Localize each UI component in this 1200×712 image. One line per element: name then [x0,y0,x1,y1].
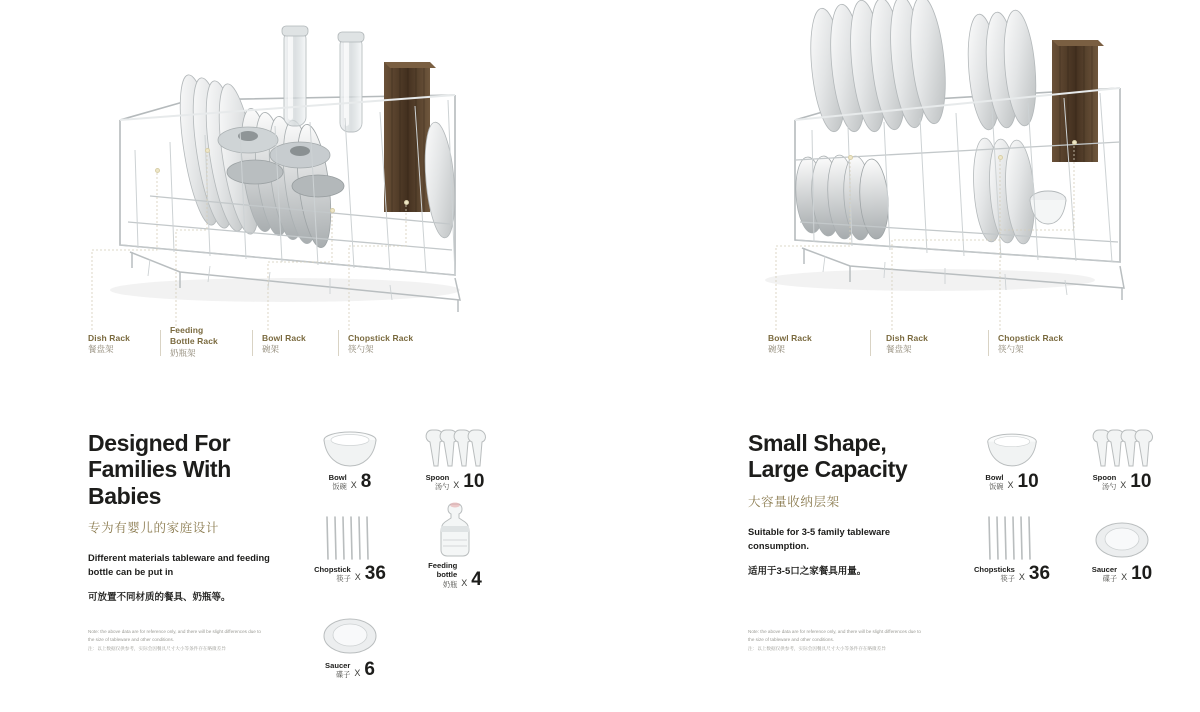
chopstick-icon [952,510,1072,562]
bowl-icon [290,418,410,470]
spec-spoon-qty: 10 [1130,471,1152,493]
spec-saucer-qty: 6 [364,659,375,681]
spec-saucer [290,606,410,679]
callout-label-en-line1: Feeding [170,325,204,335]
spec-multiplier: X [1018,572,1025,583]
callout-label-en: Dish Rack [88,333,131,343]
spec-label-cn: 汤勺 [1101,482,1117,492]
callout-label-cn: 奶瓶架 [170,347,196,358]
right-note [748,628,923,653]
spec-label-en-line2: bottle [436,570,458,580]
spec-spoon-row [395,473,515,491]
callout-label-en: Dish Rack [886,333,929,343]
callout-label-cn: 碗架 [262,344,280,355]
left-callouts [0,325,600,390]
spec-label-en: Chopstick [314,565,351,574]
spec-chopstick-qty: 36 [364,563,386,585]
spec-multiplier: X [1007,480,1014,491]
callout-bowl-rack [262,333,306,356]
spec-spoon-label [1093,473,1117,491]
left-note-cn: 注：以上数据仅供参考，实际会因餐具尺寸大小等条件存在略微差异 [88,646,226,652]
right-headline [748,430,963,483]
spec-bowl-row [290,473,410,491]
callout-label-cn: 餐盘架 [886,344,912,355]
spec-saucer-row [1062,565,1182,583]
spec-saucer-qty: 10 [1131,563,1153,585]
spec-label-cn: 饭碗 [332,482,347,492]
saucer-icon [290,606,410,658]
spec-label-en: Spoon [425,473,450,482]
callout-label-en: Bowl Rack [768,333,812,343]
callout-dish-rack [886,333,928,356]
spec-feeding-bottle-label [428,561,457,589]
left-note-en: Note: the above data are for reference only, and there will be slight differences due to the size of tableware and other conditions. [88,629,261,642]
spec-chopstick [952,510,1072,583]
left-body-en: Different materials tableware and feeding bottle can be put in [88,553,270,578]
left-note [88,628,263,653]
spec-multiplier: X [350,480,357,491]
callout-dish-rack [88,333,130,356]
spec-label-cn: 碟子 [335,670,351,680]
right-callout-leaders [600,0,1200,330]
callout-chopstick-rack [998,333,1063,356]
left-headline [88,430,298,509]
callout-label-cn: 餐盘架 [88,344,114,355]
right-note-cn: 注：以上数据仅供参考，实际会因餐具尺寸大小等条件存在略微差异 [748,646,886,652]
callout-label-en: Bowl Rack [262,333,306,343]
spoon-icon [395,418,515,470]
spec-spoon-label [426,473,450,491]
callout-label-en: Chopstick Rack [348,333,414,343]
spec-bowl [952,418,1072,491]
spec-label-en: Chopsticks [973,565,1015,574]
callout-label-cn: 筷勺架 [348,344,374,355]
spec-label-en: Saucer [325,661,351,670]
right-subhead-cn: 大容量收纳层架 [748,494,840,509]
spec-spoon [1062,418,1182,491]
panel-right [600,0,1200,712]
headline-line-2: Large Capacity [748,456,908,483]
spec-label-en: Spoon [1092,473,1117,482]
callout-label-cn: 碗架 [768,344,786,355]
spec-spoon [395,418,515,491]
spec-bowl-row [952,473,1072,491]
bowl-icon [952,418,1072,470]
saucer-icon [1062,510,1182,562]
spec-chopstick-row [952,565,1072,583]
spoon-icon [1062,418,1182,470]
spec-multiplier: X [354,572,361,583]
spec-bowl-qty: 10 [1017,471,1039,493]
spec-saucer-label [1092,565,1117,583]
callout-divider [870,330,871,356]
headline-line-1: Designed For [88,430,231,456]
spec-multiplier: X [1121,572,1128,583]
spec-bowl-qty: 8 [360,471,372,493]
callout-divider [160,330,161,356]
spec-label-cn: 奶瓶 [442,579,458,589]
spec-feeding-bottle-qty: 4 [471,568,482,590]
spec-multiplier: X [453,480,460,491]
callout-divider [252,330,253,356]
headline-line-2: Families With Babies [88,456,231,509]
spec-multiplier: X [1120,480,1127,491]
spec-label-en: Bowl [328,473,347,482]
spec-saucer-row [290,661,410,679]
left-spec-grid [290,418,590,698]
callout-feeding-bottle-rack [170,325,218,359]
spec-multiplier: X [461,577,468,588]
spec-saucer-label [325,661,350,679]
headline-line-1: Small Shape, [748,430,887,456]
callout-label-cn: 筷勺架 [998,344,1024,355]
spec-saucer [1062,510,1182,583]
spec-label-cn: 汤勺 [434,482,450,492]
right-callouts [600,330,1200,390]
spec-bowl [290,418,410,491]
spec-feeding-bottle [395,506,515,589]
left-copy-block [88,430,298,603]
spec-label-cn: 饭碗 [989,482,1004,492]
spec-label-cn: 筷子 [336,574,351,584]
spec-chopstick-row [290,565,410,583]
spec-chopstick-label [974,565,1015,583]
spec-feeding-bottle-row [395,561,515,589]
spec-multiplier: X [354,668,361,679]
spec-label-cn: 筷子 [1000,574,1015,584]
spec-chopstick-qty: 36 [1028,563,1051,585]
right-copy-block [748,430,963,577]
spec-chopstick [290,510,410,583]
feeding-bottle-icon [395,506,515,558]
spec-label-en-line1: Feeding [428,561,458,570]
left-body-cn: 可放置不同材质的餐具、奶瓶等。 [88,592,231,604]
callout-label-en: Chopstick Rack [998,333,1064,343]
spec-label-en: Saucer [1091,565,1118,574]
spec-bowl-label [329,473,347,491]
spec-spoon-row [1062,473,1182,491]
right-body-cn: 适用于3-5口之家餐具用量。 [748,565,867,577]
right-spec-grid [952,418,1200,618]
spec-chopstick-label [314,565,351,583]
callout-label-en-line2: Bottle Rack [170,336,218,347]
callout-divider [988,330,989,356]
callout-divider [338,330,339,356]
chopstick-icon [290,510,410,562]
spec-spoon-qty: 10 [463,471,485,493]
spec-label-en: Bowl [985,473,1004,482]
callout-bowl-rack [768,333,812,356]
callout-chopstick-rack [348,333,413,356]
left-subhead-cn: 专为有婴儿的家庭设计 [88,521,220,536]
right-body-en: Suitable for 3-5 family tableware consumption. [748,526,891,551]
left-callout-leaders [0,0,600,330]
spec-label-cn: 碟子 [1102,574,1118,584]
right-note-en: Note: the above data are for reference only, and there will be slight differences due to the size of tableware and other conditions. [748,629,921,642]
spec-bowl-label [985,473,1003,491]
